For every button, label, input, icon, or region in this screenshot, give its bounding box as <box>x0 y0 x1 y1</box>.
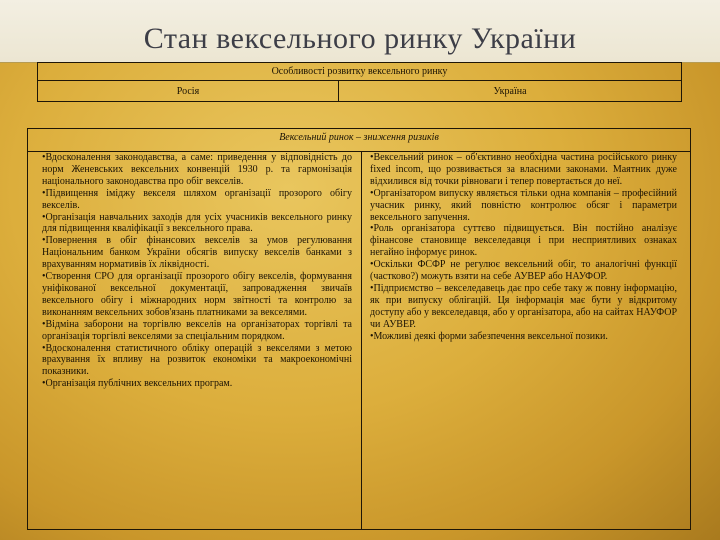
list-item: •Повернення в обіг фінансових векселів за умов регулювання Національним банком України обсягів випуску векселів банками з врахуванням нормативів їх ліквідності. <box>42 235 352 271</box>
list-item: •Організатором випуску являється тільки одна компанія – професійний учасник ринку, який повністю контролює обсяг і параметри вексельного запучення. <box>370 187 677 223</box>
column-russia: Росія <box>38 81 339 102</box>
list-item: •Вдосконалення статистичного обліку операцій з векселями з метою врахування їх впливу на розвиток економіки та макроекономічні показники. <box>42 342 352 378</box>
comparison-header-table <box>37 62 682 102</box>
list-item: •Оскільки ФСФР не регулює вексельний обіг, то аналогічні функції (частково?) можуть взяти на себе АУВЕР або НАУФОР. <box>370 259 677 283</box>
list-item: •Організація навчальних заходів для усіх учасників вексельного ринку для підвищення кваліфікації з вексельного права. <box>42 211 352 235</box>
column-divider <box>361 151 362 530</box>
list-item: •Роль організатора суттєво підвищується. Він постійно аналізує фінансове становище векселедавця і при несприятливих ознаках негайно інформує ринок. <box>370 223 677 259</box>
list-item: •Відміна заборони на торгівлю векселів на організаторах торгівлі та організація торгівлі векселями за спеціальним порядком. <box>42 318 352 342</box>
table-header-row <box>38 63 682 81</box>
column-ukraine: Україна <box>339 81 682 102</box>
list-item: •Можливі деякі форми забезпечення вексельної позики. <box>370 330 608 342</box>
list-item: •Вдосконалення законодавства, а саме: приведення у відповідність до норм Женевських вексельних конвенцій 1930 р. та гармонізація національного законодавства про обіг векселів. <box>42 152 352 187</box>
list-item: •Підвищення іміджу векселя шляхом організації прозорого обігу векселів. <box>42 187 352 211</box>
page-title: Стан вексельного ринку України <box>143 22 577 55</box>
list-item: •Підприємство – векселедавець дає про себе таку ж повну інформацію, як при випуску облігацій. Ця інформація має бути у відкритому доступу або у векселедавця, або у організатора, або на сайтах НАУФОР чи АУВЕР. <box>370 282 677 330</box>
list-item: •Організація публічних вексельних програм. <box>42 378 233 390</box>
right-column-text <box>370 152 677 530</box>
table-header-cell: Особливості розвитку вексельного ринку <box>38 63 682 81</box>
table-columns-row <box>38 81 682 102</box>
list-item: •Створення СРО для організації прозорого обігу векселів, формування уніфікованої вексельної документації, запровадження звичаїв вексельного обігу і міжнародних норм звітності та контролю за виконанням вексельних зобов'язань платниками за векселями. <box>42 271 352 318</box>
list-item: •Вексельний ринок – об'єктивно необхідна частина російського ринку fixed incom, що розвивається за власними законами. Маятник дуже відхилився від точки рівноваги і тепер повертається до неї. <box>370 152 677 187</box>
section-header: Вексельний ринок – зниження ризиків <box>279 132 439 143</box>
left-column-text <box>42 152 352 530</box>
